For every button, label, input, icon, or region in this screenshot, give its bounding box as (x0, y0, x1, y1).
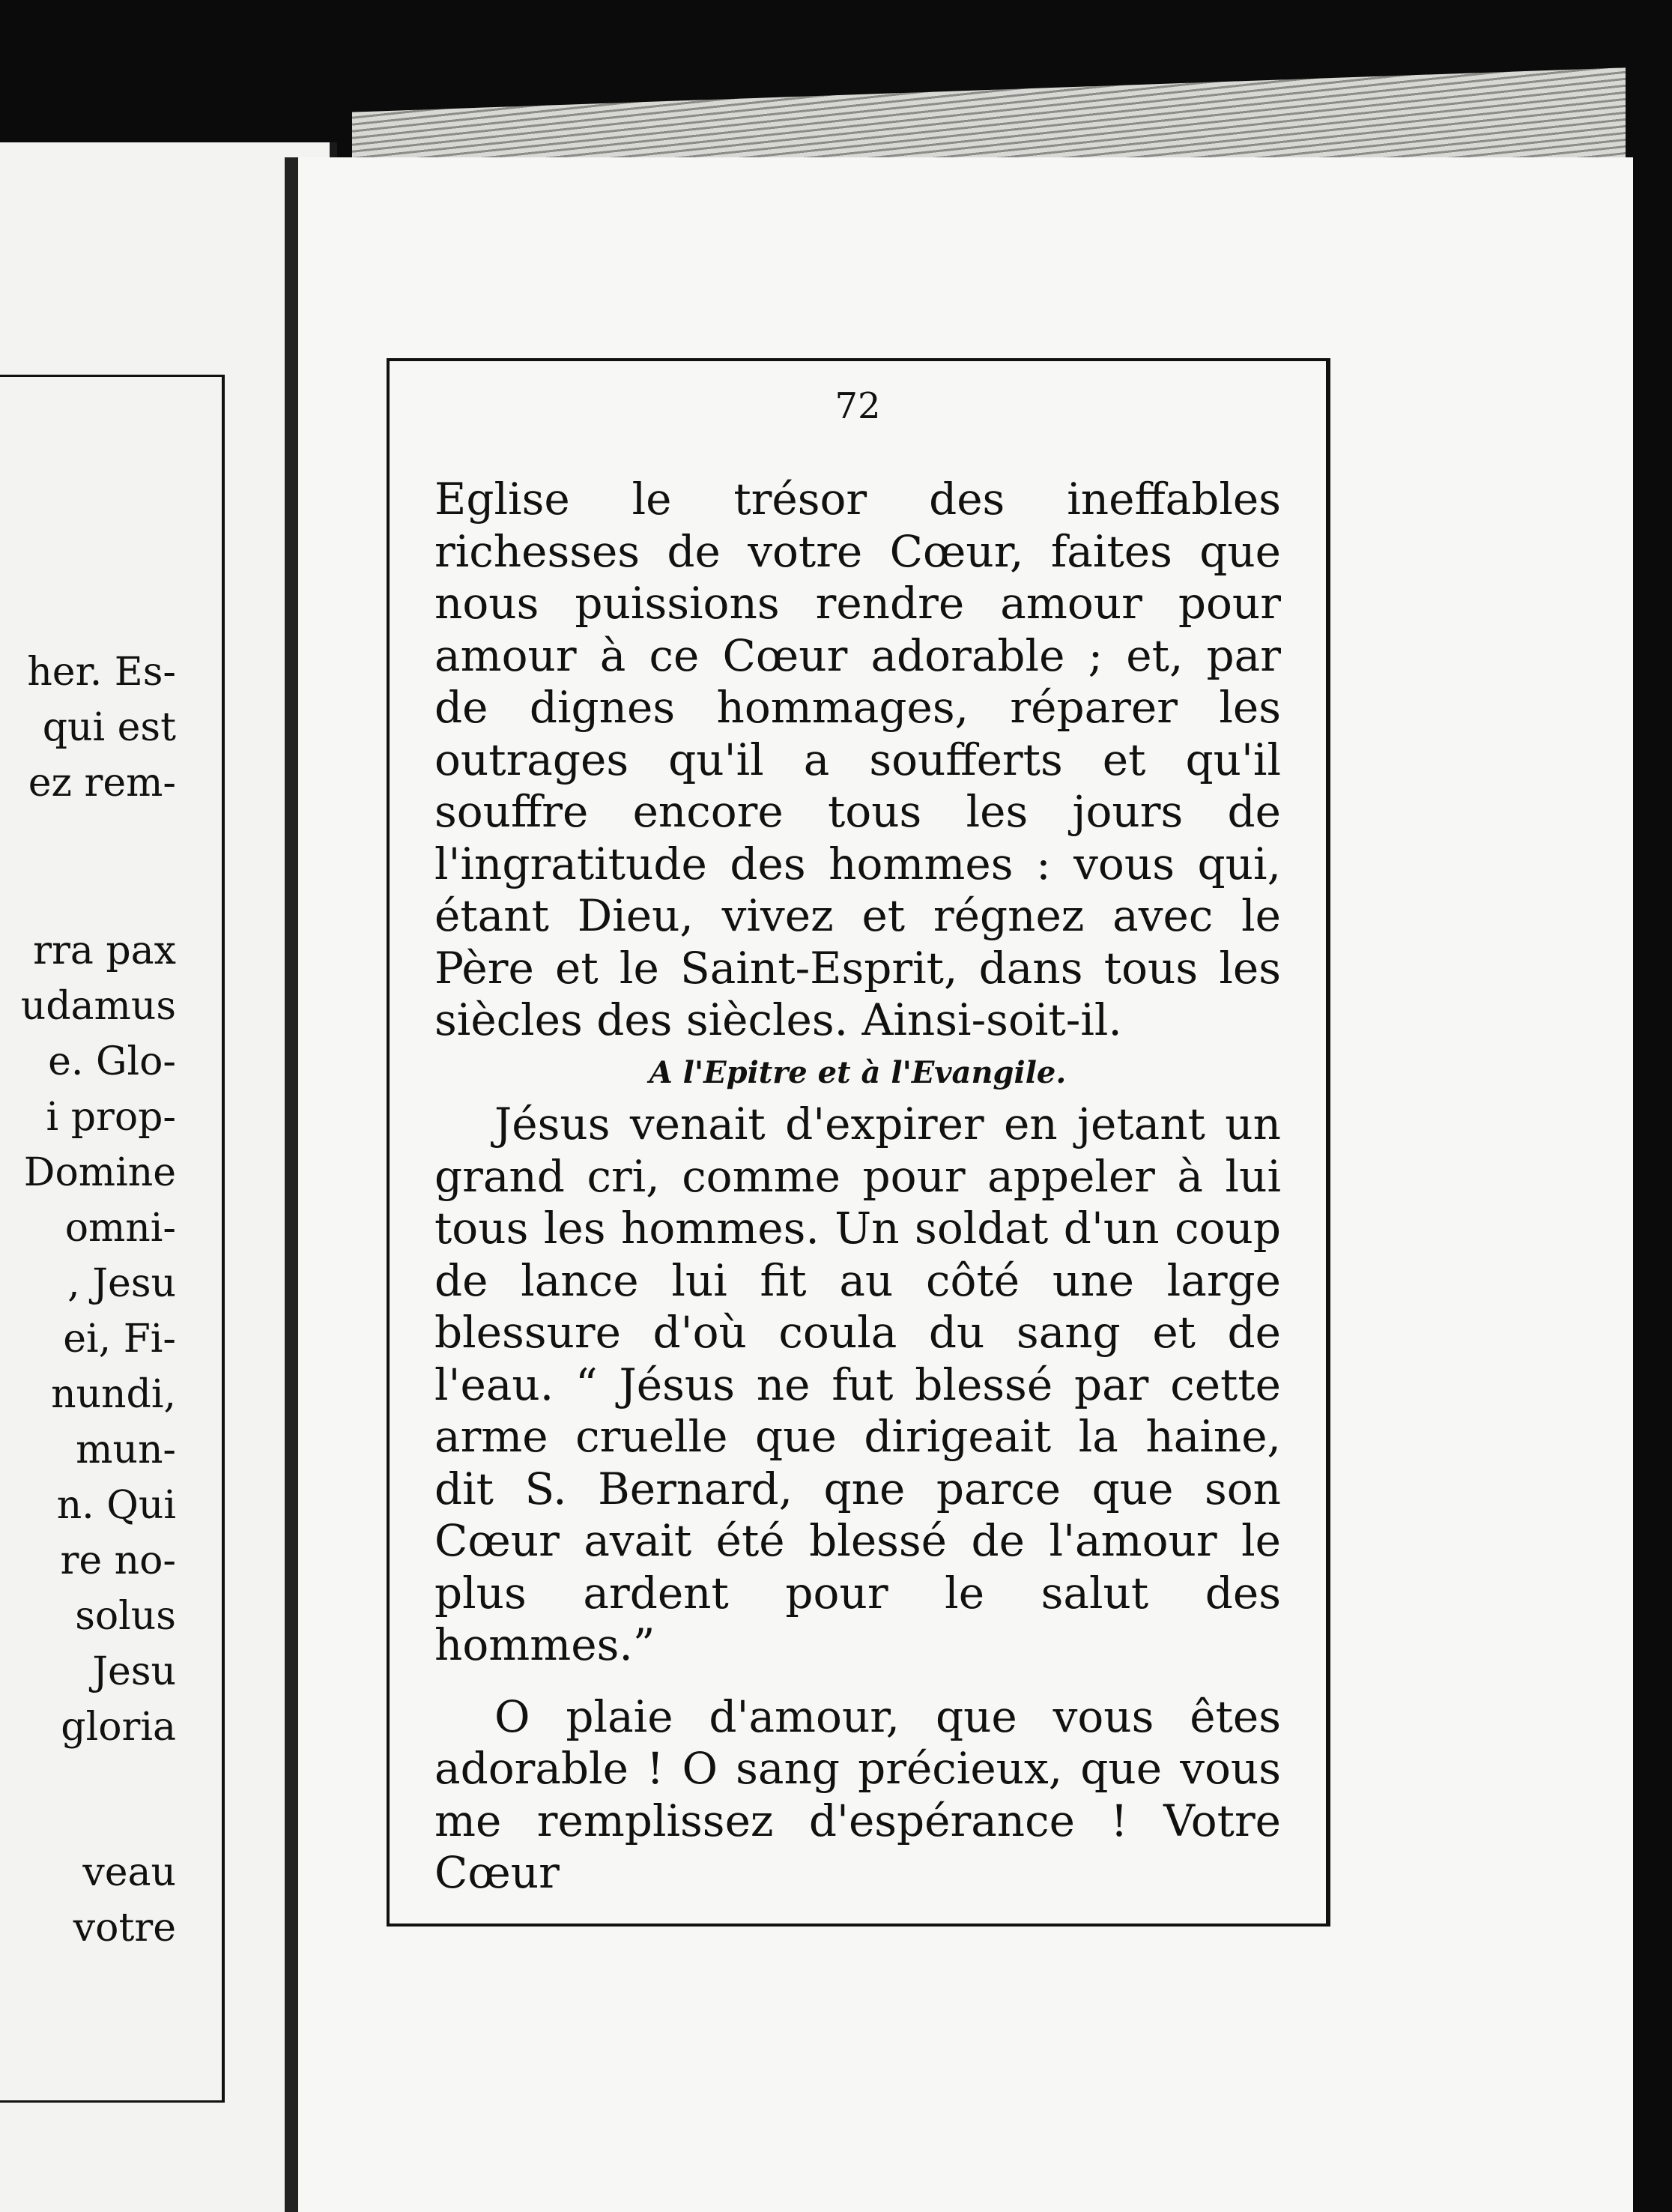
right-page (285, 157, 1633, 2212)
left-fragment-line: e. Glo- (48, 1039, 176, 1084)
section-heading: A l'Epitre et à l'Evangile. (649, 1054, 1067, 1090)
left-fragment-line: her. Es- (27, 650, 176, 695)
left-fragment-line: nundi, (51, 1372, 176, 1417)
left-fragment-line: n. Qui (56, 1483, 176, 1528)
left-fragment-line: gloria (61, 1705, 176, 1750)
paragraph-2: Jésus venait d'expirer en jetant un grand cri, comme pour appeler à lui tous les hommes. Un soldat d'un coup de lance lui fit au côté une large blessure d'où coula du sang et de l'eau. “ Jésus ne fut blessé par cette arme cruelle que dirigeait la haine, dit S. Bernard, qne parce que son Cœur avait été blessé de l'amour le plus ardent pour le salut des hommes.” (434, 1099, 1281, 1670)
left-fragment-line: veau (82, 1850, 176, 1895)
left-fragment-line: solus (75, 1594, 176, 1639)
left-fragment-line: udamus (20, 984, 176, 1029)
left-fragment-line: i prop- (46, 1095, 176, 1140)
left-fragment-line: omni- (64, 1206, 176, 1251)
paragraph-1: Eglise le trésor des ineffables richesses de votre Cœur, faites que nous puissions rendre amour pour amour à ce Cœur adorable ; et, par de dignes hommages, réparer les outrages qu'il a soufferts et qu'il souffre encore tous les jours de l'ingratitude des hommes : vous qui, étant Dieu, vivez et régnez avec le Père et le Saint-Esprit, dans tous les siècles des siècles. Ainsi-soit-il. (434, 474, 1281, 1045)
paragraph-3: O plaie d'amour, que vous êtes adorable ! O sang précieux, que vous me remplissez d'espérance ! Votre Cœur (434, 1690, 1281, 1898)
left-fragment-line: ei, Fi- (63, 1317, 176, 1362)
left-fragment-line: rra pax (33, 928, 176, 973)
left-page-text-fragments (0, 644, 176, 1956)
left-fragment-line: , Jesu (67, 1261, 176, 1306)
page-number: 72 (835, 385, 881, 427)
left-fragment-line: ez rem- (28, 761, 176, 806)
left-fragment-line: mun- (76, 1427, 176, 1472)
body-text (434, 474, 1281, 1900)
left-fragment-line: Jesu (92, 1649, 176, 1694)
left-fragment-line: votre (73, 1906, 176, 1950)
left-fragment-line: qui est (42, 705, 176, 750)
text-frame (387, 358, 1330, 1927)
left-fragment-line: re no- (60, 1538, 176, 1583)
left-fragment-line: Domine (23, 1150, 176, 1195)
